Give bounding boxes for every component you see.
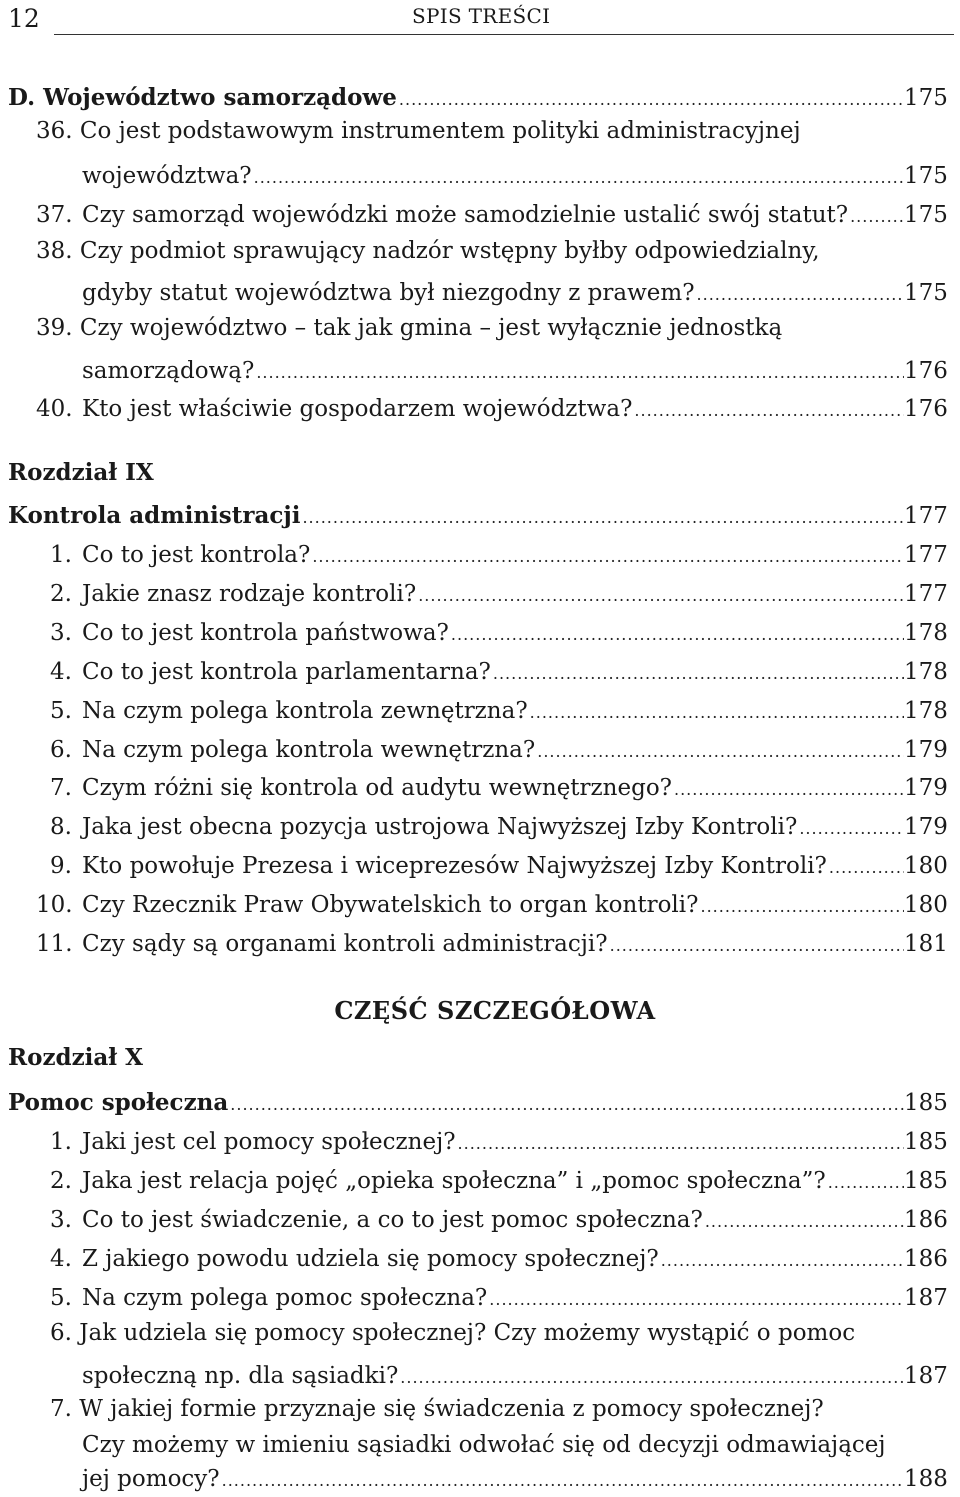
- toc-section-d[interactable]: [0, 74, 960, 113]
- toc-entry-39[interactable]: [0, 347, 960, 386]
- page-ref: 186: [904, 1207, 948, 1233]
- toc-entry-39-line1: [36, 313, 782, 343]
- page-ref: 176: [904, 396, 948, 422]
- toc-entry[interactable]: [0, 764, 960, 803]
- page-ref: 187: [904, 1285, 948, 1311]
- page-ref: 177: [904, 503, 948, 529]
- page-ref: 186: [904, 1246, 948, 1272]
- toc-entry[interactable]: [0, 1157, 960, 1196]
- toc-entry-x6-line1: [50, 1318, 855, 1348]
- leader-dots: [416, 583, 904, 609]
- page-ref: 178: [904, 619, 948, 646]
- page-number: 12: [8, 4, 40, 33]
- entry-text: samorządową?: [82, 358, 255, 384]
- leader-dots: [456, 1131, 904, 1157]
- entry-text: Co jest podstawowym instrumentem polityki administracyjnej: [79, 118, 801, 144]
- entry-number: 1.: [50, 1129, 72, 1155]
- entry-number: 2.: [50, 1168, 72, 1194]
- page-ref: 175: [904, 163, 948, 189]
- chapter-ix-label: Rozdział IX: [8, 459, 154, 486]
- entry-text: Kto jest właściwie gospodarzem województwa?: [82, 396, 633, 422]
- page-ref: 175: [904, 85, 948, 111]
- entry-text: Czy Rzecznik Praw Obywatelskich to organ kontroli?: [82, 892, 699, 918]
- toc-entry[interactable]: [0, 920, 960, 959]
- toc-entry[interactable]: [0, 726, 960, 765]
- toc-entry-x6[interactable]: [0, 1352, 960, 1391]
- leader-dots: [632, 398, 904, 424]
- entry-text: Co to jest świadczenie, a co to jest pomoc społeczna?: [82, 1207, 703, 1233]
- entry-text: Co to jest kontrola państwowa?: [82, 619, 449, 646]
- entry-text: Co to jest kontrola?: [82, 542, 311, 568]
- entry-text: Na czym polega kontrola wewnętrzna?: [82, 736, 536, 763]
- page-ref: 181: [904, 931, 948, 957]
- toc-entry[interactable]: [0, 531, 960, 570]
- entry-number: 8.: [50, 814, 72, 841]
- leader-dots: [695, 282, 904, 308]
- part-title: CZĘŚĆ SZCZEGÓŁOWA: [334, 996, 656, 1025]
- toc-entry-38-line1: [36, 236, 820, 266]
- page-ref: 178: [904, 697, 948, 724]
- entry-number: 3.: [50, 619, 72, 646]
- entry-text: Na czym polega pomoc społeczna?: [82, 1285, 488, 1311]
- leader-dots: [228, 1092, 904, 1118]
- leader-dots: [848, 204, 904, 230]
- leader-dots: [220, 1468, 904, 1494]
- leader-dots: [398, 1365, 904, 1391]
- entry-text: Czy województwo – tak jak gmina – jest wyłącznie jednostką: [79, 315, 783, 341]
- page-header: [0, 0, 960, 44]
- page-ref: 179: [904, 775, 948, 802]
- page-ref: 187: [904, 1363, 948, 1389]
- entry-number: 3.: [50, 1207, 72, 1233]
- toc-entry[interactable]: [0, 1118, 960, 1157]
- leader-dots: [254, 360, 904, 386]
- entry-number: 5.: [50, 1285, 72, 1311]
- page-ref: 178: [904, 658, 948, 685]
- leader-dots: [659, 1248, 904, 1274]
- page-ref: 180: [904, 853, 948, 880]
- entry-text: Czy podmiot sprawujący nadzór wstępny byłby odpowiedzialny,: [79, 238, 820, 264]
- entry-text: Jakie znasz rodzaje kontroli?: [82, 580, 417, 607]
- leader-dots: [487, 1287, 904, 1313]
- entry-text: Jaka jest obecna pozycja ustrojowa Najwyższej Izby Kontroli?: [82, 814, 798, 841]
- entry-text: Czy samorząd wojewódzki może samodzielnie ustalić swój statut?: [82, 202, 849, 228]
- entry-text: Czy sądy są organami kontroli administracji?: [82, 931, 608, 957]
- entry-number: 1.: [50, 542, 72, 568]
- entry-text: Kto powołuje Prezesa i wiceprezesów Najwyższej Izby Kontroli?: [82, 853, 827, 880]
- page-ref: 188: [904, 1466, 948, 1492]
- entry-text: Jaka jest relacja pojęć „opieka społeczna” i „pomoc społeczna”?: [82, 1168, 826, 1194]
- chapter-title: Pomoc społeczna: [8, 1089, 229, 1116]
- toc-entry-x7-line1: [50, 1394, 824, 1424]
- toc-entry-x7-line2: Czy możemy w imieniu sąsiadki odwołać się od decyzji odmawiającej: [82, 1432, 886, 1458]
- entry-number: 7.: [50, 775, 72, 802]
- entry-text: społeczną np. dla sąsiadki?: [82, 1363, 399, 1389]
- entry-text: jej pomocy?: [82, 1466, 220, 1492]
- entry-number: 36.: [36, 118, 73, 144]
- toc-entry-38[interactable]: [0, 269, 960, 308]
- page-ref: 175: [904, 202, 948, 228]
- toc-entry[interactable]: [0, 687, 960, 726]
- entry-number: 38.: [36, 238, 73, 264]
- toc-entry-40[interactable]: [0, 385, 960, 424]
- entry-text: Jak udziela się pomocy społecznej? Czy możemy wystąpić o pomoc: [79, 1320, 856, 1346]
- leader-dots: [608, 933, 904, 959]
- entry-number: 37.: [36, 202, 73, 228]
- entry-number: 2.: [50, 580, 72, 607]
- entry-number: 5.: [50, 697, 72, 724]
- page-ref: 179: [904, 736, 948, 763]
- entry-text: Jaki jest cel pomocy społecznej?: [82, 1129, 456, 1155]
- toc-entry[interactable]: [0, 570, 960, 609]
- page-ref: 185: [904, 1129, 948, 1155]
- entry-text: województwa?: [82, 163, 252, 189]
- header-rule: [54, 34, 954, 35]
- entry-number: 40.: [36, 396, 73, 422]
- page-ref: 177: [904, 542, 948, 568]
- page-ref: 177: [904, 580, 948, 607]
- toc-entry[interactable]: [0, 881, 960, 920]
- entry-number: 4.: [50, 1246, 72, 1272]
- toc-entry[interactable]: [0, 1274, 960, 1313]
- entry-text: Czym różni się kontrola od audytu wewnętrznego?: [82, 775, 672, 802]
- toc-entry[interactable]: [0, 803, 960, 842]
- leader-dots: [535, 739, 904, 765]
- toc-entry-36-line1: [36, 116, 801, 146]
- toc-entry[interactable]: [0, 1235, 960, 1274]
- toc-entry-37[interactable]: [0, 191, 960, 230]
- page-ref: 175: [904, 280, 948, 306]
- entry-number: 6.: [50, 736, 72, 763]
- toc-chapter-x[interactable]: [0, 1079, 960, 1118]
- page-ref: 179: [904, 814, 948, 841]
- page-ref: 185: [904, 1168, 948, 1194]
- entry-number: 7.: [50, 1396, 72, 1422]
- leader-dots: [703, 1209, 904, 1235]
- leader-dots: [300, 505, 904, 531]
- running-title: SPIS TREŚCI: [412, 4, 551, 28]
- page-ref: 180: [904, 892, 948, 918]
- entry-text: Co to jest kontrola parlamentarna?: [82, 658, 491, 685]
- leader-dots: [528, 700, 904, 726]
- entry-number: 39.: [36, 315, 73, 341]
- leader-dots: [491, 661, 904, 687]
- leader-dots: [698, 894, 904, 920]
- entry-number: 10.: [36, 892, 73, 918]
- toc-entry[interactable]: [0, 609, 960, 648]
- leader-dots: [397, 87, 904, 113]
- page-ref: 185: [904, 1090, 948, 1116]
- entry-text: gdyby statut województwa był niezgodny z prawem?: [82, 280, 695, 306]
- toc-entry[interactable]: [0, 1196, 960, 1235]
- entry-number: 6.: [50, 1320, 72, 1346]
- toc-entry-36[interactable]: [0, 152, 960, 191]
- leader-dots: [827, 855, 904, 881]
- toc-entry[interactable]: [0, 648, 960, 687]
- page-ref: 176: [904, 358, 948, 384]
- entry-text: Na czym polega kontrola zewnętrzna?: [82, 697, 528, 724]
- entry-text: Z jakiego powodu udziela się pomocy społecznej?: [82, 1246, 659, 1272]
- leader-dots: [672, 777, 904, 803]
- chapter-x-label: Rozdział X: [8, 1044, 144, 1071]
- toc-entry[interactable]: [0, 842, 960, 881]
- entry-number: 9.: [50, 853, 72, 880]
- leader-dots: [449, 622, 904, 648]
- entry-number: 4.: [50, 658, 72, 685]
- toc-entry-x7[interactable]: [0, 1464, 960, 1494]
- chapter-title: Kontrola administracji: [8, 502, 301, 529]
- leader-dots: [826, 1170, 904, 1196]
- entry-number: 11.: [36, 931, 73, 957]
- leader-dots: [797, 816, 904, 842]
- entry-text: W jakiej formie przyznaje się świadczenia z pomocy społecznej?: [79, 1396, 824, 1422]
- toc-chapter-ix[interactable]: [0, 492, 960, 531]
- section-title: D. Województwo samorządowe: [8, 84, 397, 111]
- leader-dots: [310, 544, 904, 570]
- leader-dots: [252, 165, 904, 191]
